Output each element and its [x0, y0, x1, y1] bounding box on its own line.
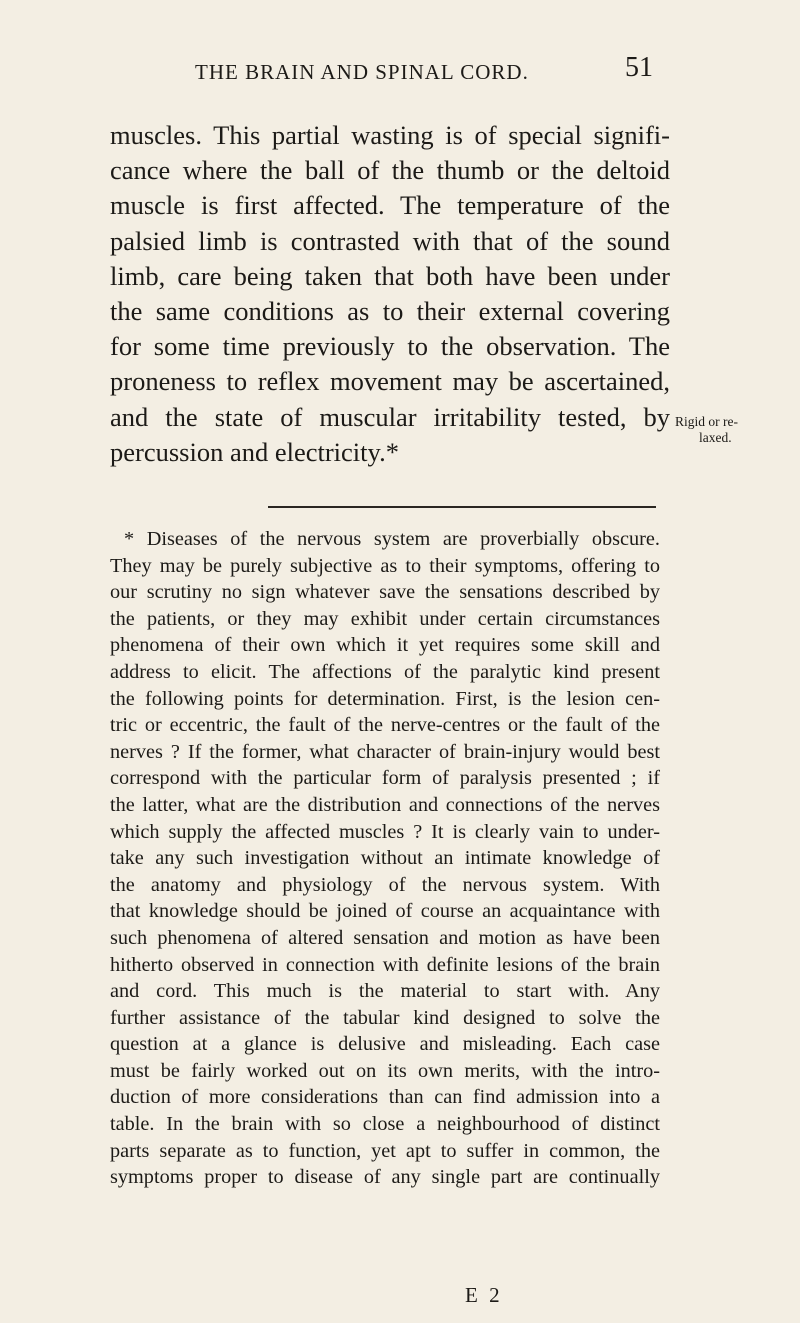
footnote-line: the patients, or they may exhibit under certain circumstances: [110, 607, 660, 630]
footnote-line: the anatomy and physiology of the nervous system. With: [110, 873, 660, 896]
footnote-line: table. In the brain with so close a neighbourhood of distinct: [110, 1113, 660, 1136]
margin-note-line: laxed.: [699, 430, 732, 445]
signature-mark: E 2: [465, 1283, 503, 1307]
footnote-line: symptoms proper to disease of any single part are continually: [110, 1166, 660, 1189]
body-line: limb, care being taken that both have been under: [110, 260, 670, 291]
page-number: 51: [625, 52, 653, 83]
body-line: proneness to reflex movement may be ascertained,: [110, 366, 670, 397]
footnote-line: which supply the affected muscles ? It is clearly vain to under-: [110, 820, 660, 843]
footnote-line: tric or eccentric, the fault of the nerve-centres or the fault of the: [110, 714, 660, 737]
footnote-line: duction of more considerations than can find admission into a: [110, 1086, 660, 1109]
body-line: percussion and electricity.*: [110, 436, 399, 467]
footnote-line: nerves ? If the former, what character of brain-injury would best: [110, 740, 660, 763]
footnote-line: our scrutiny no sign whatever save the sensations described by: [110, 581, 660, 604]
footnote-line: hitherto observed in connection with definite lesions of the brain: [110, 953, 660, 976]
footnote-line: address to elicit. The affections of the paralytic kind present: [110, 660, 660, 683]
footnote-line: and cord. This much is the material to start with. Any: [110, 980, 660, 1003]
body-line: for some time previously to the observation. The: [110, 331, 670, 362]
footnote-line: correspond with the particular form of paralysis presented ; if: [110, 767, 660, 790]
margin-note-line: Rigid or re-: [675, 414, 738, 429]
footnote-line: question at a glance is delusive and misleading. Each case: [110, 1033, 660, 1056]
body-line: cance where the ball of the thumb or the deltoid: [110, 155, 670, 186]
footnote-line: the following points for determination. First, is the lesion cen-: [110, 687, 660, 710]
footnote-line: parts separate as to function, yet apt to suffer in common, the: [110, 1139, 660, 1162]
footnote-line: further assistance of the tabular kind designed to solve the: [110, 1006, 660, 1029]
footnote: [110, 526, 660, 1191]
body-line: palsied limb is contrasted with that of the sound: [110, 225, 670, 256]
body-line: the same conditions as to their external covering: [110, 295, 670, 326]
footnote-rule: [268, 506, 656, 508]
footnote-line: such phenomena of altered sensation and motion as have been: [110, 926, 660, 949]
footnote-line: phenomena of their own which it yet requires some skill and: [110, 634, 660, 657]
footnote-line: that knowledge should be joined of course an acquaintance with: [110, 900, 660, 923]
footnote-line: * Diseases of the nervous system are proverbially obscure.: [124, 528, 660, 550]
running-head: THE BRAIN AND SPINAL CORD.: [195, 60, 529, 84]
footnote-line: must be fairly worked out on its own merits, with the intro-: [110, 1059, 660, 1082]
body-paragraph: [110, 118, 670, 470]
footnote-line: They may be purely subjective as to their symptoms, offering to: [110, 554, 660, 577]
body-line: and the state of muscular irritability tested, by: [110, 401, 670, 432]
body-line: muscles. This partial wasting is of special signifi-: [110, 120, 670, 150]
footnote-line: the latter, what are the distribution and connections of the nerves: [110, 793, 660, 816]
margin-note: [675, 414, 795, 446]
footnote-line: take any such investigation without an intimate knowledge of: [110, 847, 660, 870]
body-line: muscle is first affected. The temperature of the: [110, 190, 670, 221]
